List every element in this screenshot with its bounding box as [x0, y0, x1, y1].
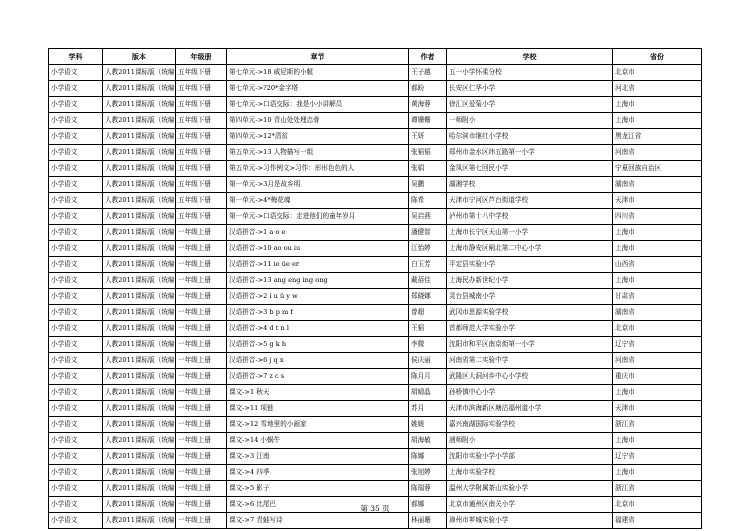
- school-cell: 一师附小: [447, 113, 613, 129]
- subject-cell: 小学语文: [49, 513, 103, 529]
- edition-cell: 人教2011课标版（统编: [103, 481, 176, 497]
- grade-cell: 一年级上册: [176, 481, 227, 497]
- province-cell: 湖南省: [613, 305, 702, 321]
- province-cell: 天津市: [613, 193, 702, 209]
- province-cell: 福建省: [613, 513, 702, 529]
- chapter-cell: 汉语拼音->6 j q x: [227, 353, 409, 369]
- table-row: [49, 225, 702, 241]
- subject-cell: 小学语文: [49, 497, 103, 513]
- edition-cell: 人教2011课标版（统编: [103, 289, 176, 305]
- table-row: [49, 257, 702, 273]
- author-cell: 张娟: [409, 161, 447, 177]
- author-cell: 陈月月: [409, 369, 447, 385]
- subject-cell: 小学语文: [49, 225, 103, 241]
- province-cell: 辽宁省: [613, 337, 702, 353]
- grade-cell: 五年级下册: [176, 145, 227, 161]
- grade-cell: 五年级下册: [176, 177, 227, 193]
- school-cell: 武隆区大洞河乡中心小学校: [447, 369, 613, 385]
- province-cell: 四川省: [613, 209, 702, 225]
- table-row: [49, 385, 702, 401]
- subject-cell: 小学语文: [49, 353, 103, 369]
- table-row: [49, 401, 702, 417]
- school-cell: 天津市滨海新区塘沽福州道小学: [447, 401, 613, 417]
- author-cell: 黄海蓉: [409, 97, 447, 113]
- page-number: 第 35 页: [360, 504, 390, 513]
- chapter-cell: 汉语拼音->11 ie üe er: [227, 257, 409, 273]
- chapter-cell: 汉语拼音->10 ao ou iu: [227, 241, 409, 257]
- edition-cell: 人教2011课标版（统编: [103, 465, 176, 481]
- table-row: [49, 417, 702, 433]
- header-row: [49, 49, 702, 65]
- chapter-cell: 汉语拼音->5 g k h: [227, 337, 409, 353]
- grade-cell: 一年级上册: [176, 449, 227, 465]
- edition-cell: 人教2011课标版（统编: [103, 305, 176, 321]
- province-cell: 辽宁省: [613, 449, 702, 465]
- edition-cell: 人教2011课标版（统编: [103, 97, 176, 113]
- edition-cell: 人教2011课标版（统编: [103, 513, 176, 529]
- school-cell: 嘉兴南湖国际实验学校: [447, 417, 613, 433]
- grade-cell: 一年级上册: [176, 465, 227, 481]
- chapter-cell: 第四单元->10 青山处处埋忠骨: [227, 113, 409, 129]
- subject-cell: 小学语文: [49, 449, 103, 465]
- school-cell: 郑州市金水区纬五路第一小学: [447, 145, 613, 161]
- grade-cell: 五年级下册: [176, 161, 227, 177]
- subject-cell: 小学语文: [49, 113, 103, 129]
- chapter-cell: 汉语拼音->1 a o e: [227, 225, 409, 241]
- edition-cell: 人教2011课标版（统编: [103, 81, 176, 97]
- province-cell: 上海市: [613, 225, 702, 241]
- table-row: [49, 353, 702, 369]
- edition-cell: 人教2011课标版（统编: [103, 209, 176, 225]
- author-cell: 陈希: [409, 193, 447, 209]
- school-cell: 哈尔滨市继红小学校: [447, 129, 613, 145]
- subject-cell: 小学语文: [49, 241, 103, 257]
- school-cell: 上海市长宁区天山第一小学: [447, 225, 613, 241]
- school-cell: 沈阳市和平区南京街第一小学: [447, 337, 613, 353]
- grade-cell: 一年级上册: [176, 401, 227, 417]
- school-cell: 湖湘学校: [447, 177, 613, 193]
- author-cell: 曾超: [409, 305, 447, 321]
- edition-cell: 人教2011课标版（统编: [103, 241, 176, 257]
- table-row: [49, 97, 702, 113]
- header-subject: 学科: [49, 49, 103, 65]
- province-cell: 北京市: [613, 321, 702, 337]
- table-row: [49, 321, 702, 337]
- school-cell: 长安区仁华小学: [447, 81, 613, 97]
- chapter-cell: 第一单元->4*梅花魂: [227, 193, 409, 209]
- chapter-cell: 第一单元->3月是故乡明: [227, 177, 409, 193]
- chapter-cell: 第四单元->12*清贫: [227, 129, 409, 145]
- author-cell: 王子越: [409, 65, 447, 81]
- edition-cell: 人教2011课标版（统编: [103, 417, 176, 433]
- header-author: 作者: [409, 49, 447, 65]
- table-row: [49, 129, 702, 145]
- province-cell: 上海市: [613, 433, 702, 449]
- chapter-cell: 课文->4 四季: [227, 465, 409, 481]
- author-cell: 姚媛: [409, 417, 447, 433]
- chapter-cell: 汉语拼音->7 z c s: [227, 369, 409, 385]
- grade-cell: 一年级上册: [176, 321, 227, 337]
- author-cell: 吴启燕: [409, 209, 447, 225]
- chapter-cell: 第一单元->口语交际：走进他们的童年岁月: [227, 209, 409, 225]
- province-cell: 湖南省: [613, 177, 702, 193]
- author-cell: 王韬: [409, 321, 447, 337]
- school-cell: 平定县实验小学: [447, 257, 613, 273]
- table-row: [49, 65, 702, 81]
- grade-cell: 一年级上册: [176, 433, 227, 449]
- school-cell: 上海民办新世纪小学: [447, 273, 613, 289]
- subject-cell: 小学语文: [49, 337, 103, 353]
- author-cell: 张韬韬: [409, 145, 447, 161]
- school-cell: 徐汇区爱菊小学: [447, 97, 613, 113]
- table-row: [49, 449, 702, 465]
- table-row: [49, 113, 702, 129]
- subject-cell: 小学语文: [49, 193, 103, 209]
- grade-cell: 五年级下册: [176, 97, 227, 113]
- chapter-cell: 课文->1 秋天: [227, 385, 409, 401]
- province-cell: 浙江省: [613, 481, 702, 497]
- school-cell: 上海市实验学校: [447, 465, 613, 481]
- chapter-cell: 课文->14 小蜗牛: [227, 433, 409, 449]
- province-cell: 北京市: [613, 497, 702, 513]
- school-cell: 浦师附小: [447, 433, 613, 449]
- edition-cell: 人教2011课标版（统编: [103, 497, 176, 513]
- chapter-cell: 第七单元->18 威尼斯的小艇: [227, 65, 409, 81]
- province-cell: 河北省: [613, 81, 702, 97]
- subject-cell: 小学语文: [49, 417, 103, 433]
- province-cell: 宁夏回族自治区: [613, 161, 702, 177]
- table-row: [49, 289, 702, 305]
- edition-cell: 人教2011课标版（统编: [103, 177, 176, 193]
- table-row: [49, 209, 702, 225]
- province-cell: 河南省: [613, 353, 702, 369]
- grade-cell: 一年级上册: [176, 257, 227, 273]
- school-cell: 漳州市芗城实验小学: [447, 513, 613, 529]
- subject-cell: 小学语文: [49, 257, 103, 273]
- subject-cell: 小学语文: [49, 465, 103, 481]
- header-grade: 年级册: [176, 49, 227, 65]
- grade-cell: 一年级上册: [176, 369, 227, 385]
- course-table: [48, 48, 702, 529]
- edition-cell: 人教2011课标版（统编: [103, 337, 176, 353]
- chapter-cell: 课文->5 影子: [227, 481, 409, 497]
- school-cell: 天津市宁河区芦台街道学校: [447, 193, 613, 209]
- edition-cell: 人教2011课标版（统编: [103, 369, 176, 385]
- edition-cell: 人教2011课标版（统编: [103, 161, 176, 177]
- subject-cell: 小学语文: [49, 97, 103, 113]
- grade-cell: 一年级上册: [176, 273, 227, 289]
- author-cell: 吴鹏: [409, 177, 447, 193]
- subject-cell: 小学语文: [49, 81, 103, 97]
- author-cell: 林丽珊: [409, 513, 447, 529]
- chapter-cell: 课文->11 项链: [227, 401, 409, 417]
- edition-cell: 人教2011课标版（统编: [103, 273, 176, 289]
- author-cell: 郑晓娜: [409, 289, 447, 305]
- chapter-cell: 汉语拼音->13 ang eng ing ong: [227, 273, 409, 289]
- table-row: [49, 369, 702, 385]
- author-cell: 李微: [409, 337, 447, 353]
- school-cell: 五一小学怀柔分校: [447, 65, 613, 81]
- chapter-cell: 汉语拼音->4 d t n l: [227, 321, 409, 337]
- school-cell: 北京市通州区南关小学: [447, 497, 613, 513]
- chapter-cell: 课文->3 江南: [227, 449, 409, 465]
- subject-cell: 小学语文: [49, 369, 103, 385]
- chapter-cell: 课文->7 青蛙写诗: [227, 513, 409, 529]
- edition-cell: 人教2011课标版（统编: [103, 353, 176, 369]
- chapter-cell: 课文->6 比尾巴: [227, 497, 409, 513]
- chapter-cell: 汉语拼音->2 i u ü y w: [227, 289, 409, 305]
- author-cell: 郝娜: [409, 497, 447, 513]
- subject-cell: 小学语文: [49, 161, 103, 177]
- school-cell: 孙桥镇中心小学: [447, 385, 613, 401]
- grade-cell: 五年级下册: [176, 209, 227, 225]
- edition-cell: 人教2011课标版（统编: [103, 385, 176, 401]
- subject-cell: 小学语文: [49, 385, 103, 401]
- subject-cell: 小学语文: [49, 321, 103, 337]
- header-chapter: 章节: [227, 49, 409, 65]
- grade-cell: 五年级下册: [176, 113, 227, 129]
- edition-cell: 人教2011课标版（统编: [103, 257, 176, 273]
- author-cell: 戴蓓佳: [409, 273, 447, 289]
- subject-cell: 小学语文: [49, 65, 103, 81]
- table-row: [49, 273, 702, 289]
- grade-cell: 五年级下册: [176, 81, 227, 97]
- edition-cell: 人教2011课标版（统编: [103, 433, 176, 449]
- province-cell: 上海市: [613, 97, 702, 113]
- subject-cell: 小学语文: [49, 305, 103, 321]
- subject-cell: 小学语文: [49, 289, 103, 305]
- author-cell: 陈瑞蓉: [409, 481, 447, 497]
- province-cell: 重庆市: [613, 369, 702, 385]
- table-row: [49, 161, 702, 177]
- author-cell: 谭姗姗: [409, 113, 447, 129]
- school-cell: 金凤区第七回民小学: [447, 161, 613, 177]
- table-row: [49, 177, 702, 193]
- header-edition: 版本: [103, 49, 176, 65]
- author-cell: 胡晴晶: [409, 385, 447, 401]
- grade-cell: 五年级下册: [176, 129, 227, 145]
- grade-cell: 一年级上册: [176, 385, 227, 401]
- table-row: [49, 481, 702, 497]
- table-row: [49, 145, 702, 161]
- province-cell: 上海市: [613, 385, 702, 401]
- edition-cell: 人教2011课标版（统编: [103, 145, 176, 161]
- table-body: [49, 65, 702, 529]
- table-row: [49, 337, 702, 353]
- province-cell: 天津市: [613, 401, 702, 417]
- author-cell: 胡海敏: [409, 433, 447, 449]
- subject-cell: 小学语文: [49, 481, 103, 497]
- author-cell: 陈娜: [409, 449, 447, 465]
- table-row: [49, 465, 702, 481]
- chapter-cell: 第五单元->习作例文>习作：形形色色的人: [227, 161, 409, 177]
- edition-cell: 人教2011课标版（统编: [103, 193, 176, 209]
- chapter-cell: 汉语拼音->3 b p m f: [227, 305, 409, 321]
- table-row: [49, 305, 702, 321]
- subject-cell: 小学语文: [49, 129, 103, 145]
- province-cell: 山西省: [613, 257, 702, 273]
- province-cell: 河南省: [613, 145, 702, 161]
- author-cell: 白玉芳: [409, 257, 447, 273]
- table-row: [49, 433, 702, 449]
- author-cell: 郝盼: [409, 81, 447, 97]
- province-cell: 上海市: [613, 241, 702, 257]
- author-cell: 江怡婷: [409, 241, 447, 257]
- school-cell: 沈阳市实验小学小学部: [447, 449, 613, 465]
- school-cell: 河南省第二实验中学: [447, 353, 613, 369]
- grade-cell: 一年级上册: [176, 305, 227, 321]
- edition-cell: 人教2011课标版（统编: [103, 225, 176, 241]
- header-province: 省份: [613, 49, 702, 65]
- chapter-cell: 课文->12 雪地里的小画家: [227, 417, 409, 433]
- table-row: [49, 193, 702, 209]
- table-row: [49, 513, 702, 529]
- grade-cell: 一年级上册: [176, 353, 227, 369]
- table-row: [49, 81, 702, 97]
- province-cell: 浙江省: [613, 417, 702, 433]
- chapter-cell: 第七单元->口语交际：我是小小讲解员: [227, 97, 409, 113]
- grade-cell: 一年级上册: [176, 289, 227, 305]
- province-cell: 上海市: [613, 273, 702, 289]
- grade-cell: 一年级上册: [176, 241, 227, 257]
- grade-cell: 一年级上册: [176, 337, 227, 353]
- school-cell: 泸州市第十八中学校: [447, 209, 613, 225]
- province-cell: 上海市: [613, 465, 702, 481]
- table-row: [49, 241, 702, 257]
- subject-cell: 小学语文: [49, 401, 103, 417]
- edition-cell: 人教2011课标版（统编: [103, 401, 176, 417]
- province-cell: 上海市: [613, 113, 702, 129]
- school-cell: 上海市静安区闸北第二中心小学: [447, 241, 613, 257]
- province-cell: 甘肃省: [613, 289, 702, 305]
- subject-cell: 小学语文: [49, 177, 103, 193]
- school-cell: 武冈市思源实验学校: [447, 305, 613, 321]
- grade-cell: 五年级下册: [176, 65, 227, 81]
- subject-cell: 小学语文: [49, 145, 103, 161]
- grade-cell: 一年级上册: [176, 417, 227, 433]
- chapter-cell: 第七单元->?20*金字塔: [227, 81, 409, 97]
- province-cell: 黑龙江省: [613, 129, 702, 145]
- chapter-cell: 第五单元->13 人物描写一组: [227, 145, 409, 161]
- grade-cell: 五年级下册: [176, 193, 227, 209]
- school-cell: 温州大学附属茶山实验小学: [447, 481, 613, 497]
- school-cell: 灵台县城南小学: [447, 289, 613, 305]
- author-cell: 王妍: [409, 129, 447, 145]
- grade-cell: 一年级上册: [176, 497, 227, 513]
- grade-cell: 一年级上册: [176, 513, 227, 529]
- author-cell: 潘健智: [409, 225, 447, 241]
- author-cell: 侯庆丽: [409, 353, 447, 369]
- edition-cell: 人教2011课标版（统编: [103, 65, 176, 81]
- author-cell: 苏月: [409, 401, 447, 417]
- author-cell: 张旭婷: [409, 465, 447, 481]
- edition-cell: 人教2011课标版（统编: [103, 129, 176, 145]
- subject-cell: 小学语文: [49, 209, 103, 225]
- edition-cell: 人教2011课标版（统编: [103, 113, 176, 129]
- school-cell: 首都师范大学实验小学: [447, 321, 613, 337]
- edition-cell: 人教2011课标版（统编: [103, 449, 176, 465]
- province-cell: 北京市: [613, 65, 702, 81]
- grade-cell: 一年级上册: [176, 225, 227, 241]
- header-school: 学校: [447, 49, 613, 65]
- edition-cell: 人教2011课标版（统编: [103, 321, 176, 337]
- subject-cell: 小学语文: [49, 273, 103, 289]
- subject-cell: 小学语文: [49, 433, 103, 449]
